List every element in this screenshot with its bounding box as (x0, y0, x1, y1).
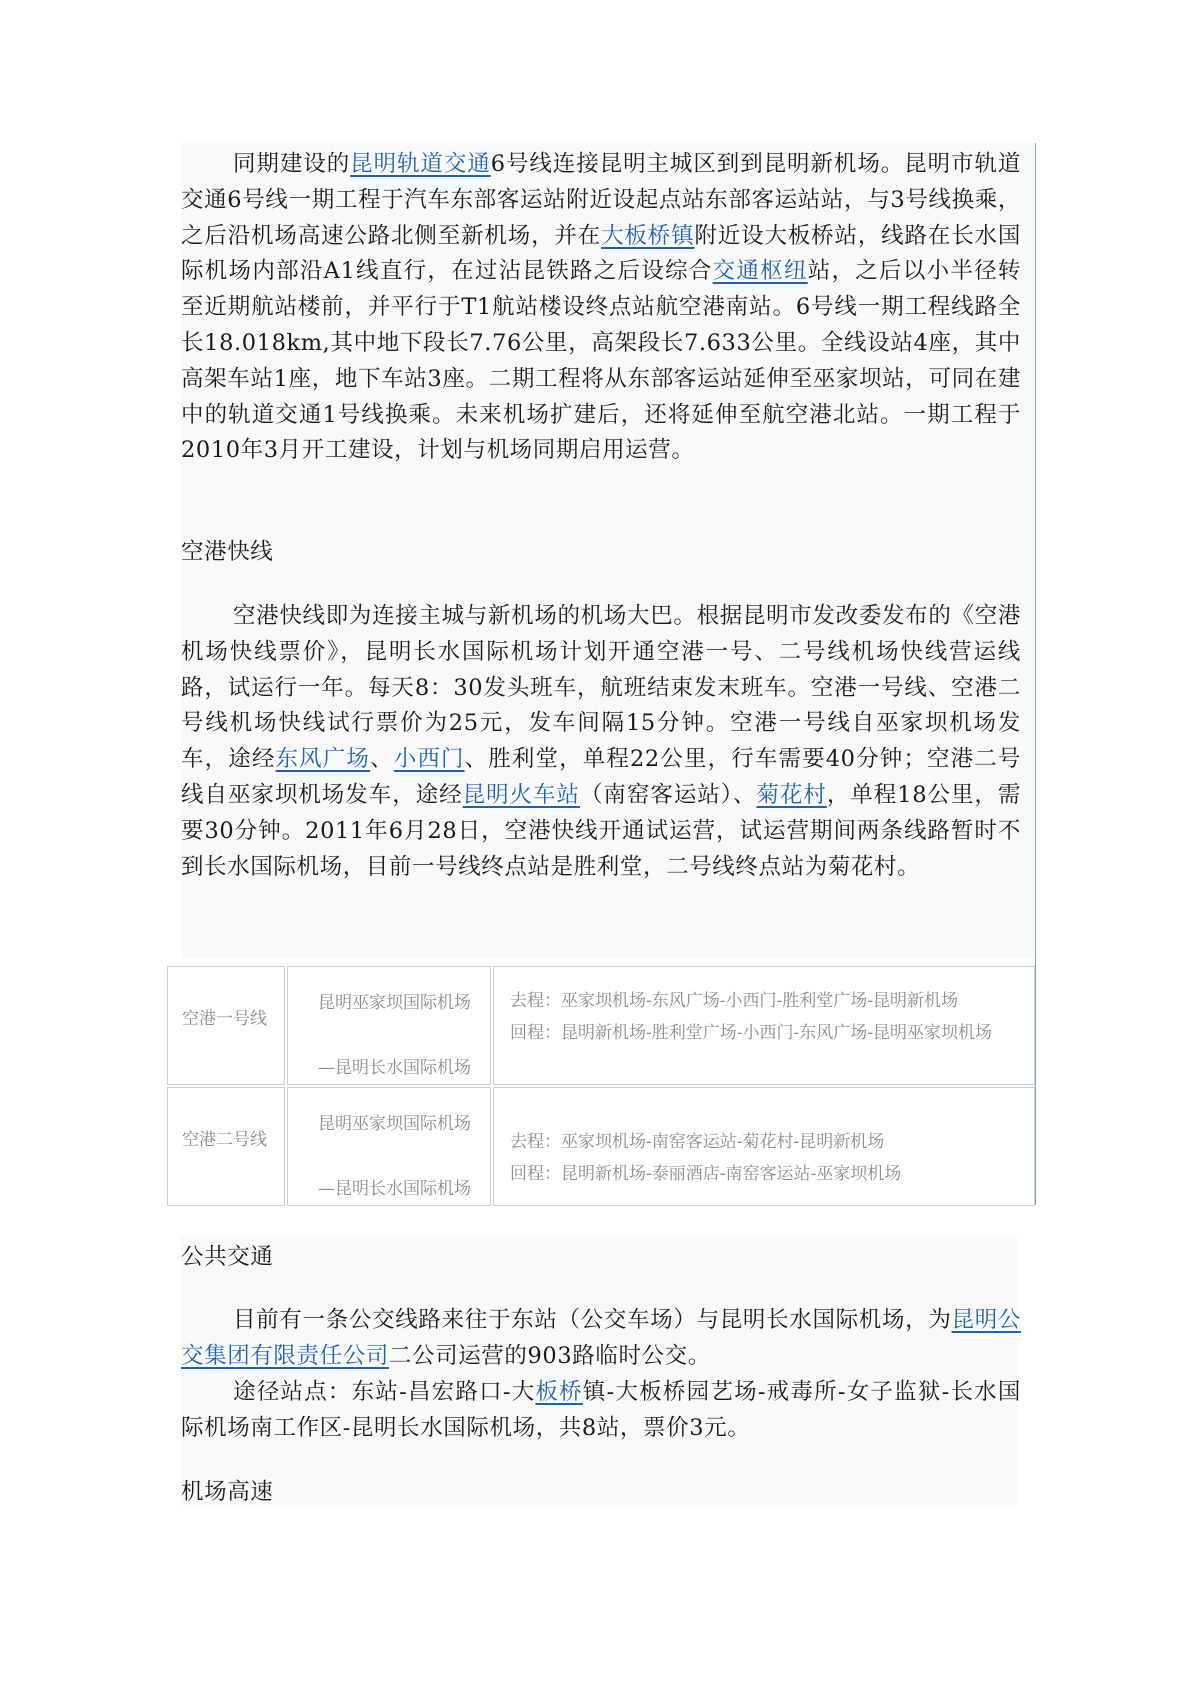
route-from: 昆明巫家坝国际机场 (318, 1114, 471, 1134)
route-directions-cell (493, 966, 1035, 1085)
text-run: 空港快线即为连接主城与新机场的机场大巴。根据昆明市发改委发布的《空港机场快线票价》，昆明长水国际机场计划开通空港一号、二号线机场快线营运线路，试运行一年。每天8：30发头班车，航班结束发末班车。空港一号线、空港二号线机场快线试行票价为25元，发车间隔15分钟。空港一号线自巫家坝机场发车，途经 (181, 603, 1021, 773)
table-row (167, 1087, 1035, 1206)
route-directions-cell (493, 1087, 1035, 1206)
heading-airport-expressway: 机场高速 (181, 1479, 274, 1505)
hyperlink[interactable]: 小西门 (393, 746, 465, 773)
route-endpoints-cell (287, 966, 491, 1085)
hyperlink[interactable]: 交通枢纽 (712, 258, 808, 285)
text-run: 同期建设的 (233, 151, 351, 177)
route-name: 空港一号线 (182, 1009, 267, 1029)
heading-airport-express: 空港快线 (181, 539, 274, 565)
text-run: 镇-大板桥园艺场-戒毒所-女子监狱-长水国际机场南工作区-昆明长水国际机场，共8站，票价3元。 (181, 1379, 1022, 1441)
route-outbound: 去程：巫家坝机场-南窑客运站-菊花村-昆明新机场 (510, 1132, 885, 1152)
route-name-cell (167, 1087, 285, 1206)
route-directions (494, 1088, 1034, 1190)
heading-public-transport: 公共交通 (181, 1244, 274, 1270)
text-run: 站，之后以小半径转至近期航站楼前，并平行于T1航站楼设终点站航空港南站。6号线一期工程线路全长18.018km,其中地下段长7.76公里，高架段长7.633公里。全线设站4座，其中高架车站1座，地下车站3座。二期工程将从东部客运站延伸至巫家坝站，可同在建中的轨道交通1号线换乘。未来机场扩建后，还将延伸至航空港北站。一期工程于2010年3月开工建设，计划与机场同期启用运营。 (181, 258, 1022, 464)
hyperlink[interactable]: 板桥 (535, 1379, 583, 1405)
text-run: 目前有一条公交线路来往于东站（公交车场）与昆明长水国际机场，为 (233, 1307, 952, 1333)
paragraph-metro-line-6 (181, 147, 1021, 469)
hyperlink[interactable]: 昆明火车站 (462, 781, 580, 808)
route-name-cell (167, 966, 285, 1085)
paragraph-bus-stops (181, 1375, 1021, 1447)
text-run: 6号线连接昆明主城区到到昆明新机场。昆明市轨道交通6号线一期工程于汽车东部客运站附近设起点站东部客运站站，与3号线换乘，之后沿机场高速公路北侧至新机场，并在 (181, 151, 1021, 249)
text-run: 二公司运营的903路临时公交。 (388, 1342, 711, 1369)
route-from: 昆明巫家坝国际机场 (318, 993, 471, 1013)
route-to: —昆明长水国际机场 (318, 1179, 471, 1199)
route-endpoints (288, 1088, 490, 1205)
route-to: —昆明长水国际机场 (318, 1058, 471, 1078)
text-run: ，单程18公里，需要30分钟。2011年6月28日，空港快线开通试运营，试运营期间两条线路暂时不到长水国际机场，目前一号线终点站是胜利堂，二号线终点站为菊花村。 (181, 781, 1021, 880)
route-directions (494, 967, 1034, 1049)
airport-express-route-table (165, 964, 1037, 1208)
route-endpoints-cell (287, 1087, 491, 1206)
text-run: 、 (370, 746, 394, 773)
hyperlink[interactable]: 东风广场 (275, 746, 371, 773)
route-endpoints (288, 967, 490, 1084)
text-run: 附近设大板桥站，线路在长水国际机场内部沿A1线直行，在过沾昆铁路之后设综合 (181, 222, 1021, 285)
hyperlink[interactable]: 昆明轨道交通 (350, 151, 491, 177)
paragraph-bus-line (181, 1303, 1021, 1375)
text-run: （南窑客运站）、 (579, 781, 757, 808)
route-outbound: 去程：巫家坝机场-东风广场-小西门-胜利堂广场-昆明新机场 (510, 991, 958, 1011)
hyperlink[interactable]: 菊花村 (756, 781, 827, 808)
table-row (167, 966, 1035, 1085)
hyperlink[interactable]: 昆明公交集团有限责任公司 (181, 1307, 1021, 1369)
hyperlink[interactable]: 大板桥镇 (601, 222, 695, 249)
route-name: 空港二号线 (182, 1130, 267, 1150)
text-run: 、胜利堂，单程22公里，行车需要40分钟；空港二号线自巫家坝机场发车，途经 (181, 746, 1022, 808)
paragraph-airport-express (181, 599, 1021, 885)
route-return: 回程：昆明新机场-泰丽酒店-南窑客运站-巫家坝机场 (510, 1164, 902, 1184)
text-run: 途径站点：东站-昌宏路口-大 (233, 1379, 536, 1405)
route-return: 回程：昆明新机场-胜利堂广场-小西门-东风广场-昆明巫家坝机场 (510, 1023, 992, 1043)
